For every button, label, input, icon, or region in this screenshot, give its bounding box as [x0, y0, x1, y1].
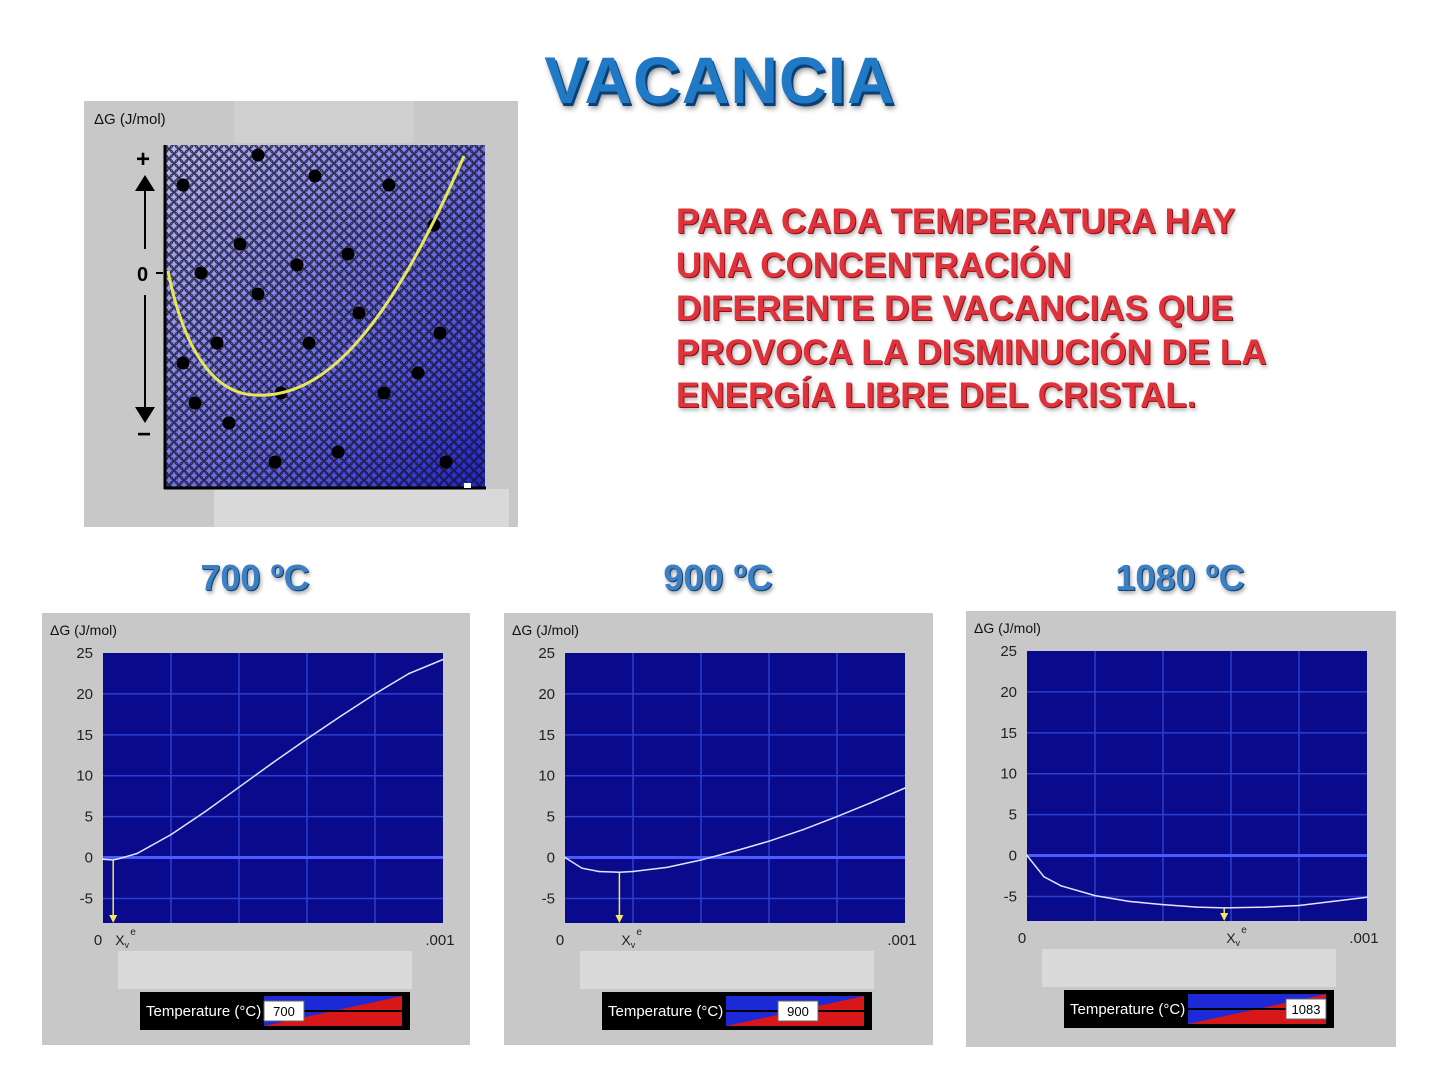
vacancy-dot: [195, 267, 208, 280]
data-point: [306, 738, 308, 740]
x-marker-label: $X_v$: [1226, 930, 1241, 948]
y-tick-label: 15: [538, 726, 555, 744]
vacancy-dot: [189, 397, 202, 410]
data-point: [836, 816, 838, 818]
data-point: [1196, 906, 1198, 908]
y-tick-label: -5: [79, 890, 93, 908]
x-tick-label: 0: [555, 932, 565, 949]
y-tick-label: 25: [538, 645, 555, 662]
chart-ylabel: ΔG (J/mol): [50, 622, 117, 638]
y-tick-label: 20: [76, 685, 93, 703]
chart-panel-900: [504, 613, 933, 1045]
y-tick-label: 10: [76, 767, 93, 785]
y-tick-label: 10: [538, 767, 555, 785]
data-point: [136, 853, 138, 855]
x-marker-sup: e: [1241, 925, 1247, 936]
vacancy-dot: [434, 327, 447, 340]
temperature-label: Temperature (°C): [608, 1003, 724, 1020]
x-tick-label: .001: [887, 932, 917, 949]
temperature-heading-900: 900 ºC: [663, 557, 773, 598]
vacancy-dot: [252, 149, 265, 162]
y-tick-label: 15: [1000, 724, 1017, 742]
chart-panel-700: [42, 613, 470, 1045]
y-tick-label: 5: [1008, 806, 1017, 824]
data-point: [170, 834, 172, 836]
data-point: [1298, 905, 1300, 907]
x-tick-label: .001: [425, 932, 455, 949]
zero-label: 0: [137, 264, 149, 286]
vacancy-dot: [332, 446, 345, 459]
temperature-heading-700: 700 ºC: [200, 557, 310, 598]
data-point: [340, 715, 342, 717]
y-tick-label: -5: [541, 890, 555, 908]
plus-sign: +: [136, 146, 151, 173]
data-point: [1366, 896, 1368, 898]
data-point: [119, 858, 121, 860]
vacancy-dot: [269, 456, 282, 469]
vacancy-dot: [252, 288, 265, 301]
y-tick-label: 5: [546, 808, 555, 826]
temperature-value: 900: [787, 1004, 809, 1019]
y-tick-label: 15: [76, 726, 93, 744]
y-tick-label: 25: [1000, 643, 1017, 660]
temperature-value: 1083: [1291, 1002, 1321, 1017]
minus-sign: −: [137, 421, 152, 448]
data-point: [1060, 885, 1062, 887]
data-point: [904, 787, 906, 789]
data-point: [632, 871, 634, 873]
vacancy-dot: [177, 179, 190, 192]
data-point: [1128, 901, 1130, 903]
vacancy-dot: [353, 307, 366, 320]
vacancy-dot: [383, 179, 396, 192]
data-point: [598, 871, 600, 873]
data-point: [442, 659, 444, 661]
description-line: PARA CADA TEMPERATURA HAY: [676, 202, 1236, 241]
y-tick-label: 0: [84, 849, 93, 867]
data-point: [1332, 901, 1334, 903]
y-tick-label: 10: [1000, 765, 1017, 783]
chart-ylabel: ΔG (J/mol): [512, 622, 579, 638]
data-point: [204, 811, 206, 813]
vacancy-crystal-diagram: [84, 101, 518, 527]
y-tick-label: -5: [1003, 888, 1017, 906]
description-line: UNA CONCENTRACIÓN: [676, 245, 1072, 285]
data-point: [1043, 876, 1045, 878]
temperature-heading-1080: 1080 ºC: [1115, 557, 1245, 598]
vacancy-dot: [234, 238, 247, 251]
diagram-ylabel: ΔG (J/mol): [94, 111, 166, 128]
y-tick-label: 0: [1008, 847, 1017, 865]
temperature-label: Temperature (°C): [146, 1003, 262, 1020]
x-marker-label: $X_v$: [621, 932, 636, 950]
vacancy-dot: [303, 337, 316, 350]
data-point: [1094, 895, 1096, 897]
description-line: PROVOCA LA DISMINUCIÓN DE LA: [676, 332, 1267, 372]
x-marker-sup: e: [130, 927, 136, 938]
y-tick-label: 0: [546, 849, 555, 867]
data-point: [238, 786, 240, 788]
description-line: ENERGÍA LIBRE DEL CRISTAL.: [676, 376, 1197, 415]
vacancy-dot: [412, 367, 425, 380]
x-marker-sup: e: [636, 927, 642, 938]
y-tick-label: 20: [1000, 683, 1017, 701]
vacancy-dot: [378, 387, 391, 400]
data-point: [581, 867, 583, 869]
data-point: [272, 762, 274, 764]
description-text: [676, 200, 1316, 418]
x-tick-label: 0: [93, 932, 103, 949]
data-point: [1162, 904, 1164, 906]
vacancy-dot: [342, 248, 355, 261]
data-point: [1026, 855, 1028, 857]
vacancy-dot: [177, 357, 190, 370]
data-point: [802, 829, 804, 831]
y-tick-label: 20: [538, 685, 555, 703]
data-point: [666, 867, 668, 869]
temperature-value: 700: [273, 1004, 295, 1019]
chart-panel-1080: [966, 611, 1396, 1047]
x-tick-label: .001: [1349, 930, 1379, 947]
data-point: [564, 857, 566, 859]
temperature-label: Temperature (°C): [1070, 1001, 1186, 1018]
description-line: DIFERENTE DE VACANCIAS QUE: [676, 289, 1234, 328]
page-title: VACANCIA: [544, 43, 896, 117]
data-point: [700, 859, 702, 861]
vacancy-dot: [211, 337, 224, 350]
data-point: [102, 858, 104, 860]
data-point: [374, 693, 376, 695]
vacancy-dot: [440, 456, 453, 469]
data-point: [768, 840, 770, 842]
x-tick-label: 0: [1017, 930, 1027, 947]
data-point: [870, 802, 872, 804]
chart-ylabel: ΔG (J/mol): [974, 620, 1041, 636]
y-tick-label: 25: [76, 645, 93, 662]
x-marker-label: $X_v$: [115, 932, 130, 950]
y-tick-label: 5: [84, 808, 93, 826]
vacancy-dot: [309, 170, 322, 183]
data-point: [734, 850, 736, 852]
data-point: [1264, 906, 1266, 908]
vacancy-dot: [223, 417, 236, 430]
vacancy-dot: [291, 259, 304, 272]
data-point: [408, 673, 410, 675]
